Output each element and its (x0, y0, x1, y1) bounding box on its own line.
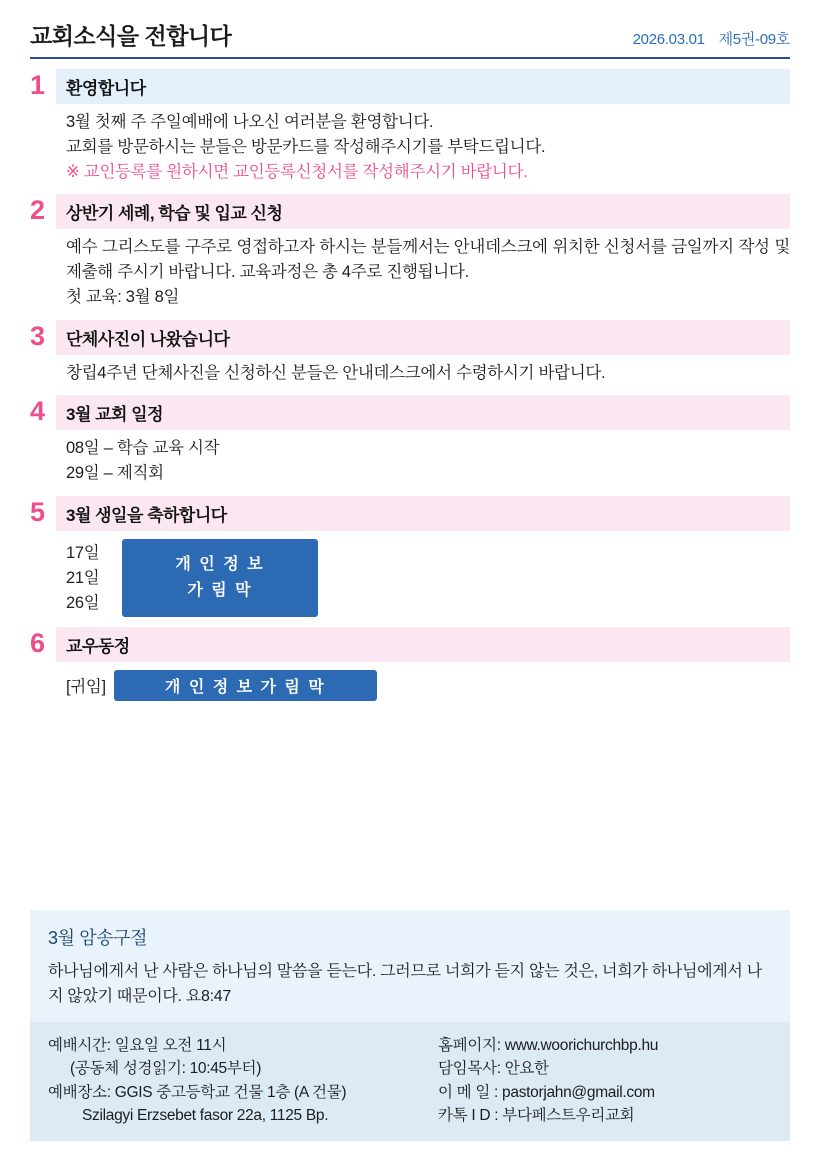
body-paragraph: 창립4주년 단체사진을 신청하신 분들은 안내데스크에서 수령하시기 바랍니다. (66, 363, 606, 382)
body-line: 3월 첫째 주 주일예배에 나오신 여러분을 환영합니다. (66, 113, 434, 131)
section-number: 2 (30, 195, 46, 226)
section-header (30, 320, 790, 355)
memory-verse-title: 3월 암송구절 (48, 928, 148, 948)
section-number: 6 (30, 627, 46, 658)
section-header (30, 395, 790, 430)
body-note: ※ 교인등록를 원하시면 교인등록신청서를 작성해주시기 바랍니다. (66, 162, 528, 181)
member-news-row (66, 670, 790, 701)
page-title: 교회소식을 전합니다 (30, 23, 232, 49)
birthday-dates (66, 539, 122, 616)
birthday-row (66, 539, 790, 617)
section-header (30, 627, 790, 662)
section-number: 5 (30, 496, 46, 527)
worship-address: Szilagyi Erzsebet fasor 22a, 1125 Bp. (82, 1106, 329, 1124)
section-header (30, 496, 790, 531)
section-number: 1 (30, 70, 46, 100)
section-body (66, 235, 795, 309)
email[interactable]: 이 메 일 : pastorjahn@gmail.com (438, 1083, 655, 1101)
kakao-id: 카톡 I D : 부다페스트우리교회 (438, 1106, 635, 1124)
privacy-mask-birthdays (122, 539, 318, 617)
section-birthdays (30, 496, 790, 617)
body-line: 08일 – 학습 교육 시작 (66, 439, 220, 458)
section-title: 단체사진이 나왔습니다 (56, 320, 790, 355)
section-number: 4 (30, 396, 46, 427)
section-body (66, 361, 790, 386)
footer-info (30, 1022, 790, 1141)
privacy-mask-line: 개 인 정 보 (175, 556, 265, 574)
section-group-photo (30, 320, 790, 386)
section-body (66, 436, 790, 486)
section-member-news (30, 627, 790, 701)
section-baptism-application (30, 194, 795, 309)
body-line: 29일 – 제직회 (66, 464, 164, 482)
footer-right-column (438, 1034, 772, 1127)
section-march-schedule (30, 395, 790, 486)
memory-verse-block (30, 910, 790, 1026)
footer-left-column (48, 1034, 438, 1127)
page-header (30, 18, 790, 59)
memory-verse-text: 하나님에게서 난 사람은 하나님의 말씀을 듣는다. 그러므로 너희가 듣지 않는 것은, 너희가 하나님에게서 나지 않았기 때문이다. 요8:47 (48, 963, 762, 1005)
section-title: 3월 생일을 축하합니다 (56, 496, 790, 531)
privacy-mask-line: 가 림 막 (187, 581, 253, 599)
member-news-label: [귀임] (66, 678, 106, 697)
section-body (66, 110, 790, 184)
body-line: 교회를 방문하시는 분들은 방문카드를 작성해주시기를 부탁드립니다. (66, 137, 546, 156)
birthday-date: 17일 (66, 543, 100, 562)
pastor-name: 담임목사: 안요한 (438, 1060, 549, 1078)
section-title: 상반기 세례, 학습 및 입교 신청 (56, 194, 790, 229)
section-welcome (30, 69, 790, 184)
privacy-mask-member: 개 인 정 보 가 림 막 (114, 670, 377, 701)
section-title: 환영합니다 (56, 69, 790, 104)
section-header (30, 69, 790, 104)
worship-place: 예배장소: GGIS 중고등학교 건물 1층 (A 건물) (48, 1083, 347, 1101)
issue-date: 2026.03.01 (632, 31, 705, 48)
section-header (30, 194, 790, 229)
body-line: 첫 교육: 3월 8일 (66, 287, 180, 306)
homepage[interactable]: 홈페이지: www.woorichurchbp.hu (438, 1037, 659, 1054)
body-paragraph: 예수 그리스도를 구주로 영접하고자 하시는 분들께서는 안내데스크에 위치한 신청서를 금일까지 작성 및 제출해 주시기 바랍니다. 교육과정은 총 4주로 진행됩니다. (66, 238, 795, 281)
bible-reading-time: (공동체 성경읽기: 10:45부터) (70, 1060, 262, 1078)
birthday-date: 26일 (66, 593, 100, 612)
section-title: 3월 교회 일정 (56, 395, 790, 430)
issue-number: 제5권-09호 (718, 31, 790, 48)
birthday-date: 21일 (66, 568, 100, 587)
section-title: 교우동정 (56, 627, 790, 662)
worship-time: 예배시간: 일요일 오전 11시 (48, 1037, 227, 1054)
section-number: 3 (30, 320, 46, 351)
header-meta (633, 28, 790, 51)
